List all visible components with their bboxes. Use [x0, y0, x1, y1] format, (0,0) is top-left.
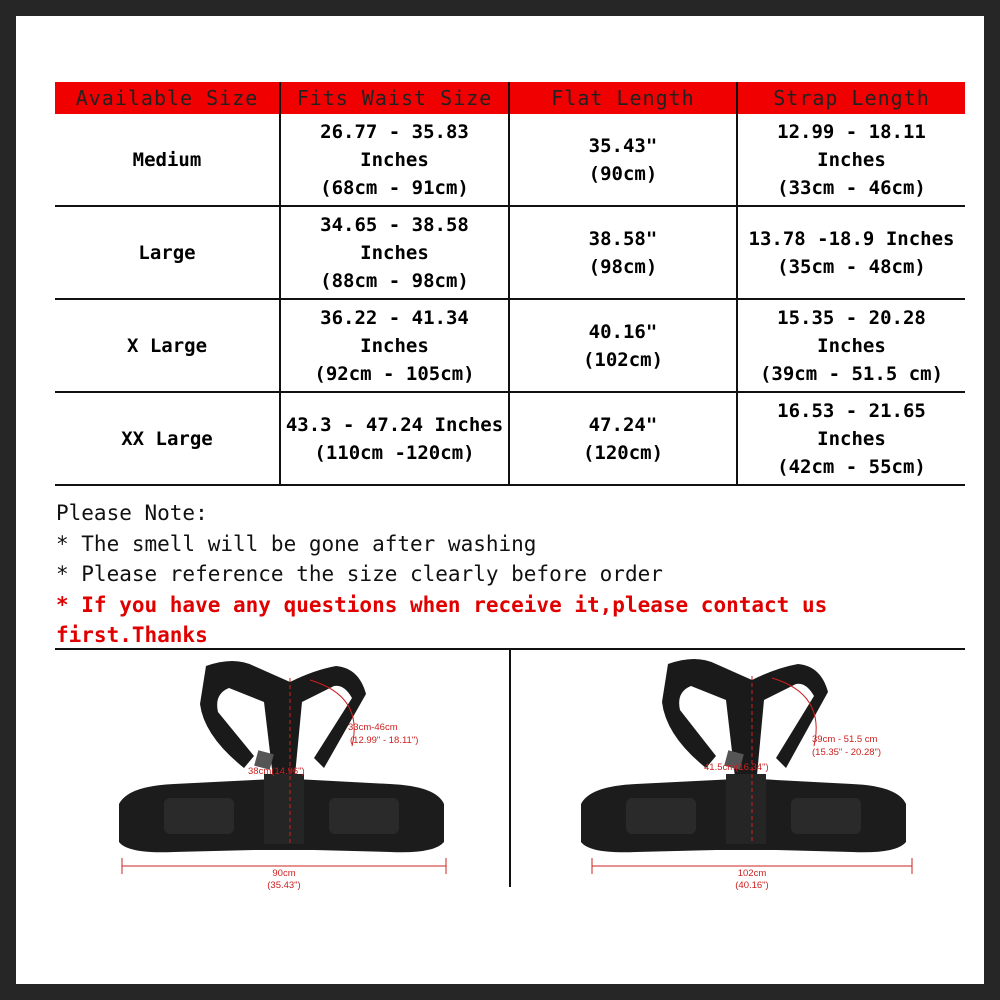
flat-metric: (98cm): [588, 255, 658, 278]
strap-metric: (42cm - 55cm): [777, 455, 926, 478]
flat-metric: (102cm): [582, 348, 664, 371]
flat-inches: 35.43": [588, 134, 658, 157]
back-dimension-label: 41.5cm(16.34"): [704, 762, 769, 773]
waist-range: 43.3 - 47.24 Inches: [285, 413, 504, 436]
header-flat-length: Flat Length: [509, 82, 737, 114]
notes-heading: Please Note:: [56, 501, 208, 525]
waist-metric: (88cm - 98cm): [320, 269, 469, 292]
width-dimension-label: 90cm: [272, 868, 296, 879]
strap-dimension-label: 33cm-46cm: [348, 722, 398, 733]
strap-unit: Inches: [817, 148, 886, 171]
flat-metric: (120cm): [582, 441, 664, 464]
product-image-medium: [114, 656, 454, 891]
flat-length-cell: [509, 206, 737, 299]
strap-length-cell: [737, 114, 965, 206]
strap-range: 12.99 - 18.11: [777, 120, 926, 143]
back-dimension-label: 38cm(14.96"): [248, 766, 305, 777]
size-cell: X Large: [55, 299, 280, 392]
waist-unit: Inches: [360, 148, 429, 171]
strap-dimension-inches: (12.99" - 18.11"): [350, 735, 419, 746]
strap-length-cell: [737, 299, 965, 392]
header-available-size: Available Size: [55, 82, 280, 114]
waist-range: 36.22 - 41.34: [320, 306, 469, 329]
strap-length-cell: [737, 206, 965, 299]
table-row: [55, 206, 965, 299]
posture-corrector-icon: [119, 661, 444, 852]
note-item: * Please reference the size clearly before order: [56, 562, 663, 586]
strap-range: 15.35 - 20.28: [777, 306, 926, 329]
strap-unit: Inches: [817, 334, 886, 357]
note-highlight: * If you have any questions when receive it,please contact us: [56, 592, 828, 617]
size-cell: Large: [55, 206, 280, 299]
size-chart-table: [55, 82, 965, 486]
header-strap-length: Strap Length: [737, 82, 965, 114]
strap-unit: Inches: [817, 427, 886, 450]
flat-inches: 38.58": [588, 227, 658, 250]
notes-section: [56, 498, 956, 651]
waist-unit: Inches: [360, 334, 429, 357]
table-header-row: [55, 82, 965, 114]
table-row: [55, 299, 965, 392]
strap-range: 13.78 -18.9 Inches: [748, 227, 955, 250]
flat-length-cell: [509, 392, 737, 485]
flat-length-cell: [509, 114, 737, 206]
waist-cell: [280, 392, 509, 485]
size-cell: Medium: [55, 114, 280, 206]
waist-cell: [280, 299, 509, 392]
strap-metric: (39cm - 51.5 cm): [759, 362, 944, 385]
waist-metric: (68cm - 91cm): [320, 176, 469, 199]
flat-inches: 40.16": [588, 320, 658, 343]
waist-range: 26.77 - 35.83: [320, 120, 469, 143]
width-dimension-inches: (35.43"): [267, 880, 301, 891]
width-dimension-label: 102cm: [737, 868, 767, 879]
note-item: * The smell will be gone after washing: [56, 531, 537, 556]
header-fits-waist-size: Fits Waist Size: [280, 82, 509, 114]
table-row: [55, 114, 965, 206]
flat-inches: 47.24": [588, 413, 658, 436]
image-divider: [509, 650, 511, 887]
waist-metric: (110cm -120cm): [314, 441, 475, 464]
waist-cell: [280, 114, 509, 206]
waist-cell: [280, 206, 509, 299]
waist-range: 34.65 - 38.58: [320, 213, 469, 236]
product-image-xlarge: [576, 656, 916, 891]
table-row: [55, 392, 965, 485]
strap-length-cell: [737, 392, 965, 485]
strap-metric: (35cm - 48cm): [777, 255, 926, 278]
strap-range: 16.53 - 21.65: [777, 399, 926, 422]
flat-metric: (90cm): [588, 162, 658, 185]
strap-dimension-inches: (15.35" - 20.28"): [812, 747, 882, 758]
page-frame: [16, 16, 984, 984]
waist-metric: (92cm - 105cm): [314, 362, 475, 385]
strap-dimension-label: 39cm - 51.5 cm: [812, 734, 878, 745]
note-highlight: first.Thanks: [56, 623, 208, 647]
strap-metric: (33cm - 46cm): [777, 176, 926, 199]
waist-unit: Inches: [360, 241, 429, 264]
flat-length-cell: [509, 299, 737, 392]
size-cell: XX Large: [55, 392, 280, 485]
width-dimension-inches: (40.16"): [735, 880, 769, 891]
